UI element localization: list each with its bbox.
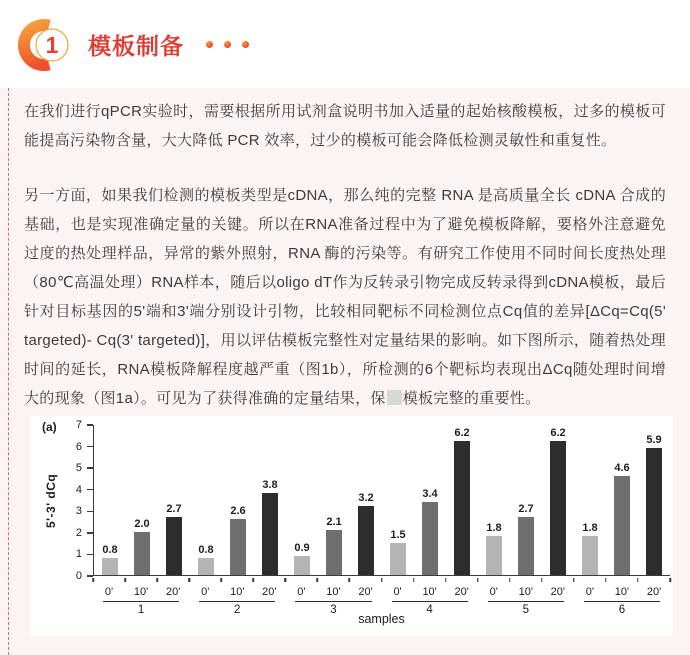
- bar-group: [382, 425, 478, 575]
- treatment-label: 0': [393, 585, 402, 598]
- y-tick: 5: [76, 462, 93, 474]
- treatment-label: 10': [133, 585, 149, 598]
- bar-value-label: 2.7: [518, 502, 534, 515]
- bar-value-label: 0.8: [198, 543, 214, 556]
- y-tick: 0: [76, 570, 93, 582]
- x-tick: [220, 578, 222, 582]
- group-footer: [93, 578, 189, 616]
- y-tick: 1: [76, 548, 93, 560]
- paragraph-2-tail: 模板完整的重要性。: [402, 390, 541, 407]
- bar: [486, 536, 502, 575]
- sample-number: 5: [522, 603, 529, 616]
- group-footer: [382, 578, 478, 616]
- plot-area: [93, 425, 670, 576]
- x-tick: [669, 578, 671, 582]
- x-tick: [445, 578, 447, 582]
- bar: [518, 517, 534, 575]
- bar: [198, 558, 214, 575]
- sample-number: 3: [330, 603, 337, 616]
- x-tick: [637, 578, 639, 582]
- y-tick: 7: [76, 419, 93, 431]
- x-tick: [541, 578, 543, 582]
- treatment-label: 20': [262, 585, 277, 598]
- bar-value-label: 4.6: [614, 461, 630, 474]
- bar-value-label: 1.8: [486, 522, 502, 535]
- x-tick: [477, 578, 479, 582]
- treatment-label: 0': [489, 585, 498, 598]
- x-tick: [188, 578, 190, 582]
- section-number: 1: [45, 32, 59, 58]
- bar-value-label: 0.9: [294, 541, 310, 554]
- y-axis-label: 5'-3' dCq: [44, 473, 58, 528]
- treatment-label: 0': [297, 585, 306, 598]
- y-tick: 3: [76, 505, 93, 517]
- bar-slot: [126, 425, 158, 575]
- bar: [550, 441, 566, 575]
- bar-slot: [190, 425, 222, 575]
- y-axis-ticks: [60, 419, 93, 582]
- bar-slot: [414, 425, 446, 575]
- x-tick: [509, 578, 511, 582]
- x-tick: [92, 578, 94, 582]
- bar-slot: [510, 425, 542, 575]
- bar: [582, 536, 598, 575]
- bar: [230, 519, 246, 575]
- x-tick: [124, 578, 126, 582]
- sample-number: 1: [137, 603, 145, 616]
- treatment-label: 20': [358, 585, 373, 598]
- bar-value-label: 3.2: [358, 491, 374, 504]
- bar: [614, 476, 630, 575]
- bar-group: [478, 425, 574, 575]
- y-tick: 4: [76, 484, 93, 496]
- x-tick: [156, 578, 158, 582]
- section-title: 模板制备: [88, 32, 184, 59]
- section-number-badge: [14, 12, 78, 76]
- treatment-label: 10': [326, 585, 341, 598]
- treatment-label: 0': [201, 585, 210, 598]
- sample-number: 2: [234, 603, 241, 616]
- treatment-label: 10': [518, 585, 533, 598]
- group-footer: [189, 578, 285, 616]
- paragraph-1: 在我们进行qPCR实验时，需要根据所用试剂盒说明书加入适量的起始核酸模板，过多的模板可能提高污染物含量，大大降低 PCR 效率，过少的模板可能会降低检测灵敏性和重复性。: [24, 103, 666, 149]
- bar-slot: [446, 425, 478, 575]
- figure-1a-chart: [30, 416, 673, 636]
- bar-value-label: 0.8: [102, 543, 118, 556]
- bar-slot: [158, 425, 190, 575]
- y-tick: 6: [76, 441, 93, 453]
- bar: [102, 558, 118, 575]
- paragraph-2-text: 另一方面，如果我们检测的模板类型是cDNA，那么纯的完整 RNA 是高质量全长 cDNA 合成的基础，也是实现准确定量的关键。所以在RNA准备过程中为了避免模板降解，要格外注意避免过度的热处理样品，异常的紫外照射，RNA 酶的污染等。有研究工作使用不同时间长度热处理（80℃高温处理）RNA样本，随后以oligo dT作为反转录引物完成反转录得到cDNA模板，最后针对目标基因的5'端和3'端分别设计引物，比较相同靶标不同检测位点Cq值的差异[ΔCq=Cq(5' targeted)- Cq(3' targeted)]，用以评估模板完整性对定量结果的影响。如下图所示，随着热处理时间的延长，RNA模板降解程度越严重（图1b），所检测的6个靶标均表现出ΔCq随处理时间增大的现象（图1a）。可见为了获得准确的定量结果，保: [24, 187, 666, 407]
- bar-value-label: 5.9: [646, 433, 662, 446]
- group-underline: [584, 601, 660, 602]
- bar-slot: [254, 425, 286, 575]
- bar-group: [286, 425, 382, 575]
- decorative-dots: [206, 41, 249, 48]
- dot-icon: [206, 41, 213, 48]
- y-tick: 2: [76, 527, 93, 539]
- group-underline: [199, 601, 275, 602]
- treatment-label: 20': [550, 585, 566, 598]
- bar: [134, 532, 150, 575]
- treatment-labels: [478, 586, 574, 598]
- bar-slot: [382, 425, 414, 575]
- bar-slot: [574, 425, 606, 575]
- x-axis-groups: [93, 578, 670, 616]
- treatment-labels: [382, 586, 478, 598]
- bar: [166, 517, 182, 575]
- x-tick: [605, 578, 607, 582]
- bar: [422, 502, 438, 575]
- x-tick: [381, 578, 383, 582]
- x-tick: [413, 578, 415, 582]
- bar-value-label: 3.4: [422, 487, 438, 500]
- x-tick: [285, 578, 287, 582]
- bar: [646, 448, 662, 575]
- panel-label: (a): [42, 420, 57, 434]
- bar: [294, 556, 310, 575]
- left-dashed-divider: [8, 88, 9, 655]
- bar-slot: [222, 425, 254, 575]
- sample-number: 4: [426, 603, 433, 616]
- bar: [358, 506, 374, 575]
- bar-value-label: 6.2: [454, 427, 470, 440]
- group-footer: [285, 578, 381, 616]
- treatment-label: 20': [165, 585, 181, 598]
- group-underline: [295, 601, 371, 602]
- bar-group: [94, 425, 190, 575]
- bar-slot: [606, 425, 638, 575]
- bar: [454, 441, 470, 575]
- treatment-label: 0': [104, 585, 114, 598]
- treatment-label: 20': [646, 585, 662, 598]
- bar-slot: [94, 425, 126, 575]
- bar-group: [190, 425, 286, 575]
- treatment-labels: [574, 586, 670, 598]
- treatment-label: 10': [422, 585, 437, 598]
- x-tick: [573, 578, 575, 582]
- treatment-label: 0': [585, 585, 594, 598]
- treatment-label: 20': [454, 585, 469, 598]
- bar: [390, 543, 406, 575]
- bar-slot: [478, 425, 510, 575]
- treatment-label: 10': [230, 585, 245, 598]
- bar-value-label: 1.5: [390, 528, 406, 541]
- bar-value-label: 6.2: [550, 427, 566, 440]
- bar-slot: [350, 425, 382, 575]
- paragraph-2: [24, 181, 666, 413]
- dot-icon: [224, 41, 231, 48]
- treatment-labels: [93, 586, 189, 598]
- bar-slot: [286, 425, 318, 575]
- group-underline: [392, 601, 468, 602]
- group-footer: [478, 578, 574, 616]
- bar: [262, 493, 278, 575]
- group-underline: [103, 601, 179, 602]
- redacted-character: [387, 390, 402, 405]
- treatment-labels: [285, 586, 381, 598]
- bar-value-label: 2.7: [166, 502, 182, 515]
- x-tick: [349, 578, 351, 582]
- bar-value-label: 2.6: [230, 504, 246, 517]
- treatment-labels: [189, 586, 285, 598]
- treatment-label: 10': [614, 585, 630, 598]
- group-footer: [574, 578, 670, 616]
- x-axis-label: samples: [358, 612, 405, 626]
- bar-slot: [318, 425, 350, 575]
- bar-value-label: 2.0: [134, 517, 150, 530]
- section-header: [0, 0, 690, 88]
- bar-group: [574, 425, 670, 575]
- content-area: [0, 88, 690, 655]
- bar: [326, 530, 342, 575]
- group-underline: [488, 601, 564, 602]
- bar-slot: [638, 425, 670, 575]
- bar-value-label: 1.8: [582, 522, 598, 535]
- bar-value-label: 2.1: [326, 515, 342, 528]
- x-tick: [253, 578, 255, 582]
- bar-value-label: 3.8: [262, 479, 278, 492]
- sample-number: 6: [618, 603, 626, 616]
- bar-slot: [542, 425, 574, 575]
- x-tick: [317, 578, 319, 582]
- dot-icon: [242, 41, 249, 48]
